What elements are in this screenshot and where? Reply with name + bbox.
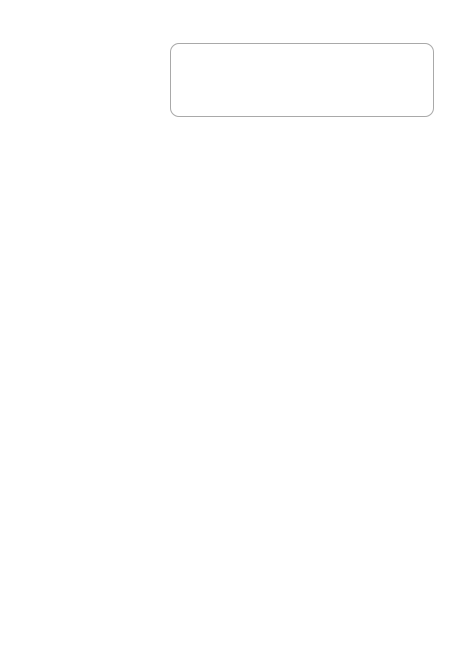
notes-box[interactable]: [170, 43, 434, 117]
